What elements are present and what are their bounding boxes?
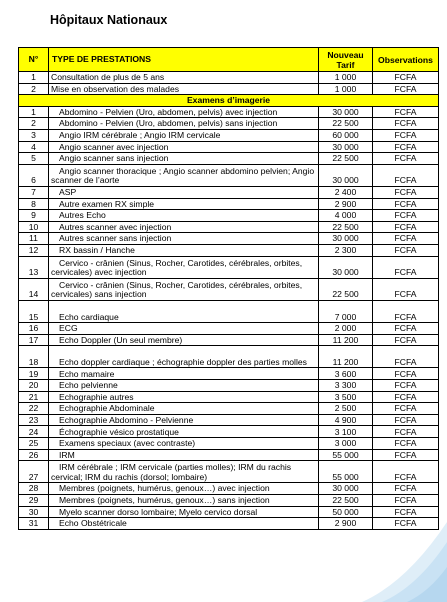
row-observation: FCFA bbox=[373, 83, 439, 95]
row-number: 11 bbox=[19, 233, 49, 245]
row-description: ECG bbox=[49, 323, 319, 335]
row-observation: FCFA bbox=[373, 153, 439, 165]
row-observation: FCFA bbox=[373, 380, 439, 392]
section-row bbox=[19, 95, 439, 107]
row-observation: FCFA bbox=[373, 221, 439, 233]
row-tarif: 22 500 bbox=[319, 494, 373, 506]
row-description: Autres Echo bbox=[49, 210, 319, 222]
row-description: RX bassin / Hanche bbox=[49, 244, 319, 256]
table-row bbox=[19, 198, 439, 210]
row-tarif: 22 500 bbox=[319, 153, 373, 165]
row-observation: FCFA bbox=[373, 494, 439, 506]
table-header-row bbox=[19, 48, 439, 72]
row-number: 14 bbox=[19, 278, 49, 300]
row-number: 12 bbox=[19, 244, 49, 256]
table-row bbox=[19, 153, 439, 165]
row-observation: FCFA bbox=[373, 518, 439, 530]
row-observation: FCFA bbox=[373, 334, 439, 346]
row-number: 18 bbox=[19, 346, 49, 368]
row-number: 13 bbox=[19, 256, 49, 278]
table-row bbox=[19, 391, 439, 403]
row-observation: FCFA bbox=[373, 72, 439, 84]
table-row bbox=[19, 323, 439, 335]
row-observation: FCFA bbox=[373, 438, 439, 450]
row-tarif: 2 900 bbox=[319, 198, 373, 210]
row-observation: FCFA bbox=[373, 300, 439, 322]
row-number: 17 bbox=[19, 334, 49, 346]
row-description: Cervico - crânien (Sinus, Rocher, Carotides, cérébrales, orbites, cervicales) avec injection bbox=[49, 256, 319, 278]
row-tarif: 1 000 bbox=[319, 83, 373, 95]
row-tarif: 2 000 bbox=[319, 323, 373, 335]
row-tarif: 3 000 bbox=[319, 438, 373, 450]
row-description: Autre examen RX simple bbox=[49, 198, 319, 210]
row-description: Angio scanner thoracique ; Angio scanner abdomino pelvien; Angio scanner de l’aorte bbox=[49, 164, 319, 186]
row-tarif: 11 200 bbox=[319, 334, 373, 346]
row-observation: FCFA bbox=[373, 391, 439, 403]
row-number: 20 bbox=[19, 380, 49, 392]
table-body bbox=[19, 72, 439, 530]
row-description: Mise en observation des malades bbox=[49, 83, 319, 95]
row-description: ASP bbox=[49, 186, 319, 198]
row-observation: FCFA bbox=[373, 414, 439, 426]
row-number: 1 bbox=[19, 72, 49, 84]
row-description: Cervico - crânien (Sinus, Rocher, Carotides, cérébrales, orbites, cervicales) sans injection bbox=[49, 278, 319, 300]
row-description: Echo Obstétricale bbox=[49, 518, 319, 530]
row-description: Echo mamaire bbox=[49, 368, 319, 380]
row-number: 9 bbox=[19, 210, 49, 222]
tariff-table bbox=[18, 47, 439, 530]
row-number: 7 bbox=[19, 186, 49, 198]
row-observation: FCFA bbox=[373, 186, 439, 198]
header-observations: Observations bbox=[373, 48, 439, 72]
row-tarif: 60 000 bbox=[319, 129, 373, 141]
row-observation: FCFA bbox=[373, 346, 439, 368]
header-number: N° bbox=[19, 48, 49, 72]
row-observation: FCFA bbox=[373, 233, 439, 245]
row-tarif: 1 000 bbox=[319, 72, 373, 84]
row-tarif: 50 000 bbox=[319, 506, 373, 518]
row-number: 29 bbox=[19, 494, 49, 506]
row-number: 2 bbox=[19, 83, 49, 95]
table-row bbox=[19, 426, 439, 438]
row-number: 27 bbox=[19, 461, 49, 483]
row-description: Membres (poignets, humérus, genoux…) sans injection bbox=[49, 494, 319, 506]
table-row bbox=[19, 449, 439, 461]
row-observation: FCFA bbox=[373, 368, 439, 380]
table-row bbox=[19, 403, 439, 415]
row-description: Autres scanner avec injection bbox=[49, 221, 319, 233]
header-type: TYPE DE PRESTATIONS bbox=[49, 48, 319, 72]
table-row bbox=[19, 300, 439, 322]
row-number: 26 bbox=[19, 449, 49, 461]
row-observation: FCFA bbox=[373, 426, 439, 438]
row-description: Echo pelvienne bbox=[49, 380, 319, 392]
row-number: 24 bbox=[19, 426, 49, 438]
table-row bbox=[19, 186, 439, 198]
row-description: Echo doppler cardiaque ; échographie doppler des parties molles bbox=[49, 346, 319, 368]
row-number: 21 bbox=[19, 391, 49, 403]
table-row bbox=[19, 461, 439, 483]
row-observation: FCFA bbox=[373, 278, 439, 300]
row-description: Examens speciaux (avec contraste) bbox=[49, 438, 319, 450]
row-number: 15 bbox=[19, 300, 49, 322]
row-number: 28 bbox=[19, 483, 49, 495]
row-tarif: 4 900 bbox=[319, 414, 373, 426]
row-tarif: 3 500 bbox=[319, 391, 373, 403]
table-row bbox=[19, 483, 439, 495]
page-title: Hôpitaux Nationaux bbox=[50, 13, 168, 27]
table-row bbox=[19, 83, 439, 95]
row-tarif: 4 000 bbox=[319, 210, 373, 222]
row-tarif: 2 900 bbox=[319, 518, 373, 530]
table-row bbox=[19, 414, 439, 426]
row-observation: FCFA bbox=[373, 449, 439, 461]
row-tarif: 22 500 bbox=[319, 278, 373, 300]
row-description: Abdomino - Pelvien (Uro, abdomen, pelvis) sans injection bbox=[49, 118, 319, 130]
table-row bbox=[19, 141, 439, 153]
header-tarif: Nouveau Tarif bbox=[319, 48, 373, 72]
row-description: Membres (poignets, humérus, genoux…) avec injection bbox=[49, 483, 319, 495]
row-observation: FCFA bbox=[373, 256, 439, 278]
row-description: IRM cérébrale ; IRM cervicale (parties molles); IRM du rachis cervical; IRM du rachis (dorsol; lombaire) bbox=[49, 461, 319, 483]
row-description: Angio IRM cérébrale ; Angio IRM cervicale bbox=[49, 129, 319, 141]
row-tarif: 3 300 bbox=[319, 380, 373, 392]
table-row bbox=[19, 221, 439, 233]
row-observation: FCFA bbox=[373, 129, 439, 141]
row-description: Abdomino - Pelvien (Uro, abdomen, pelvis) avec injection bbox=[49, 106, 319, 118]
row-number: 22 bbox=[19, 403, 49, 415]
row-tarif: 30 000 bbox=[319, 233, 373, 245]
row-tarif: 11 200 bbox=[319, 346, 373, 368]
row-number: 31 bbox=[19, 518, 49, 530]
table-row bbox=[19, 278, 439, 300]
row-number: 2 bbox=[19, 118, 49, 130]
row-number: 19 bbox=[19, 368, 49, 380]
row-tarif: 30 000 bbox=[319, 141, 373, 153]
table-row bbox=[19, 256, 439, 278]
row-observation: FCFA bbox=[373, 118, 439, 130]
row-tarif: 30 000 bbox=[319, 256, 373, 278]
row-observation: FCFA bbox=[373, 106, 439, 118]
section-label: Examens d’imagerie bbox=[19, 95, 439, 107]
row-description: Autres scanner sans injection bbox=[49, 233, 319, 245]
table-row bbox=[19, 506, 439, 518]
table-row bbox=[19, 210, 439, 222]
row-number: 8 bbox=[19, 198, 49, 210]
row-observation: FCFA bbox=[373, 210, 439, 222]
corner-decoration bbox=[357, 522, 447, 602]
row-number: 10 bbox=[19, 221, 49, 233]
row-description: Echo Doppler (Un seul membre) bbox=[49, 334, 319, 346]
row-number: 25 bbox=[19, 438, 49, 450]
row-observation: FCFA bbox=[373, 141, 439, 153]
table-row bbox=[19, 106, 439, 118]
row-tarif: 30 000 bbox=[319, 106, 373, 118]
row-tarif: 2 400 bbox=[319, 186, 373, 198]
table-row bbox=[19, 334, 439, 346]
row-number: 23 bbox=[19, 414, 49, 426]
table-row bbox=[19, 164, 439, 186]
table-row bbox=[19, 368, 439, 380]
row-tarif: 22 500 bbox=[319, 118, 373, 130]
row-number: 16 bbox=[19, 323, 49, 335]
row-tarif: 3 600 bbox=[319, 368, 373, 380]
table-row bbox=[19, 244, 439, 256]
row-observation: FCFA bbox=[373, 323, 439, 335]
row-observation: FCFA bbox=[373, 244, 439, 256]
row-description: Échographie vésico prostatique bbox=[49, 426, 319, 438]
row-number: 30 bbox=[19, 506, 49, 518]
row-number: 1 bbox=[19, 106, 49, 118]
row-description: Echographie Abdomino - Pelvienne bbox=[49, 414, 319, 426]
table-row bbox=[19, 233, 439, 245]
row-number: 6 bbox=[19, 164, 49, 186]
table-row bbox=[19, 72, 439, 84]
table-row bbox=[19, 438, 439, 450]
row-description: Echographie Abdominale bbox=[49, 403, 319, 415]
row-tarif: 3 100 bbox=[319, 426, 373, 438]
row-observation: FCFA bbox=[373, 164, 439, 186]
row-description: Myelo scanner dorso lombaire; Myelo cervico dorsal bbox=[49, 506, 319, 518]
row-description: Angio scanner sans injection bbox=[49, 153, 319, 165]
row-tarif: 7 000 bbox=[319, 300, 373, 322]
table-row bbox=[19, 346, 439, 368]
table-row bbox=[19, 129, 439, 141]
row-description: IRM bbox=[49, 449, 319, 461]
row-observation: FCFA bbox=[373, 198, 439, 210]
table-row bbox=[19, 118, 439, 130]
row-tarif: 30 000 bbox=[319, 483, 373, 495]
row-description: Angio scanner avec injection bbox=[49, 141, 319, 153]
row-number: 5 bbox=[19, 153, 49, 165]
table-row bbox=[19, 494, 439, 506]
row-observation: FCFA bbox=[373, 483, 439, 495]
row-description: Echographie autres bbox=[49, 391, 319, 403]
table-row bbox=[19, 380, 439, 392]
row-description: Echo cardiaque bbox=[49, 300, 319, 322]
row-tarif: 55 000 bbox=[319, 449, 373, 461]
row-observation: FCFA bbox=[373, 403, 439, 415]
row-tarif: 2 500 bbox=[319, 403, 373, 415]
row-number: 3 bbox=[19, 129, 49, 141]
row-tarif: 55 000 bbox=[319, 461, 373, 483]
row-tarif: 2 300 bbox=[319, 244, 373, 256]
row-observation: FCFA bbox=[373, 506, 439, 518]
row-tarif: 30 000 bbox=[319, 164, 373, 186]
row-observation: FCFA bbox=[373, 461, 439, 483]
row-tarif: 22 500 bbox=[319, 221, 373, 233]
row-description: Consultation de plus de 5 ans bbox=[49, 72, 319, 84]
row-number: 4 bbox=[19, 141, 49, 153]
